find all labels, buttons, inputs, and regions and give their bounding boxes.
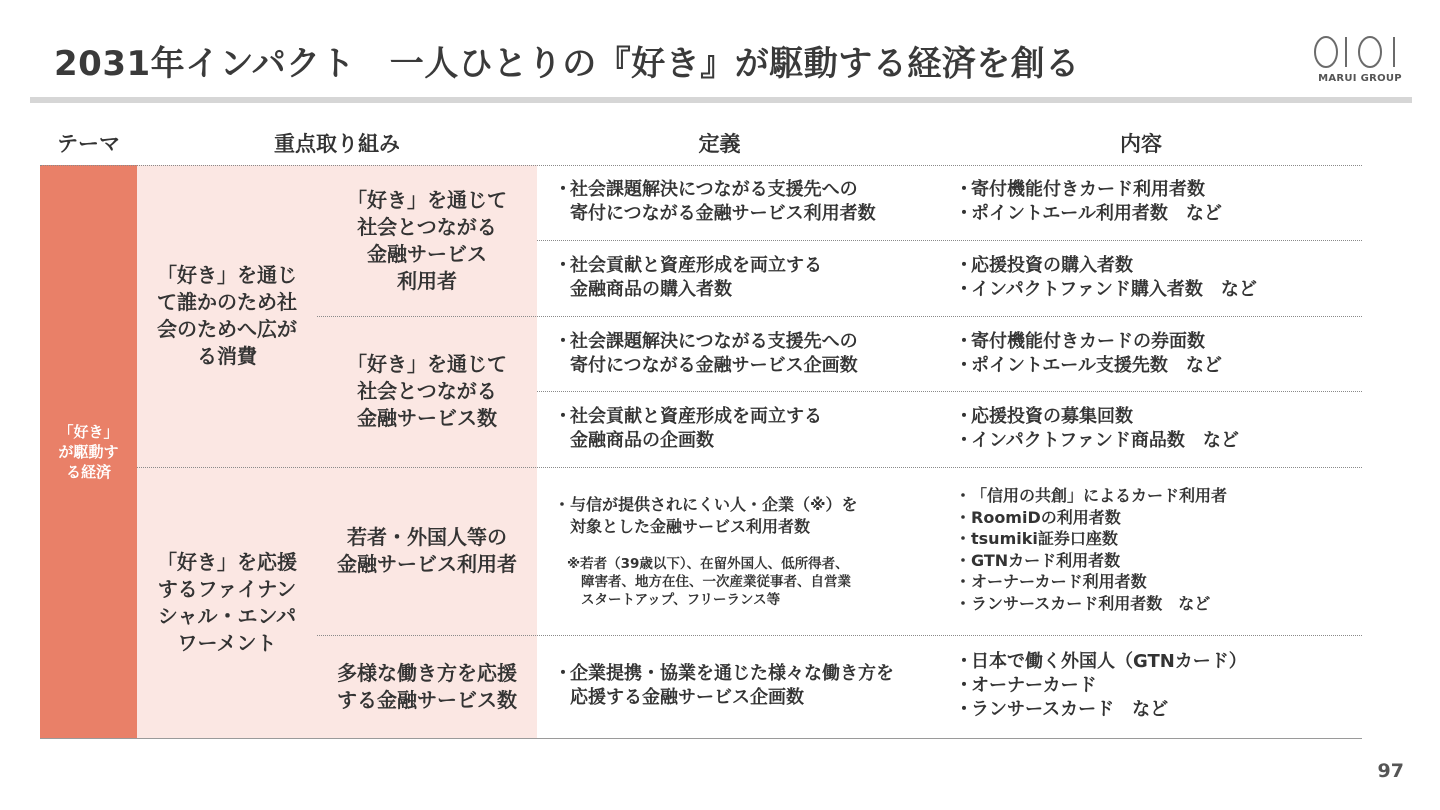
- content-row-6: [955, 650, 1247, 722]
- content-text: ランサースカード など: [971, 699, 1169, 720]
- definition-row-3: [554, 330, 858, 378]
- definition-note: [567, 555, 851, 609]
- bullet: ・: [554, 663, 572, 684]
- title-divider: [30, 97, 1412, 103]
- bullet: ・: [955, 430, 973, 451]
- content-text: ランサースカード利用者数 など: [971, 593, 1211, 613]
- definition-row-4: [554, 405, 822, 453]
- definition-row-6: [554, 662, 894, 710]
- sub-item-4: [317, 635, 537, 738]
- bullet: ・: [554, 495, 571, 514]
- bullet: ・: [554, 406, 572, 427]
- header-content: 内容: [1120, 132, 1162, 156]
- focus-group-line: ワーメント: [177, 630, 277, 655]
- focus-group-line: 会のためへ広が: [157, 317, 297, 341]
- theme-line: が駆動す: [58, 442, 119, 461]
- sub-item-line: 利用者: [397, 268, 457, 293]
- row-divider: [537, 391, 1362, 392]
- content-text: インパクトファンド商品数 など: [971, 430, 1239, 451]
- header-definition: 定義: [698, 132, 741, 156]
- theme-line: る経済: [65, 462, 111, 481]
- sub-item-3: [317, 467, 537, 635]
- bullet: ・: [955, 699, 973, 720]
- note-line: 障害者、地方在住、一次産業従事者、自営業: [581, 574, 851, 590]
- content-text: 応援投資の募集回数: [971, 406, 1133, 427]
- focus-group-line: る消費: [197, 344, 257, 368]
- bullet: ・: [955, 279, 973, 300]
- definition-text: 金融商品の購入者数: [570, 279, 732, 300]
- theme-cell: [40, 165, 137, 738]
- definition-text: 社会課題解決につながる支援先への: [570, 179, 858, 200]
- sub-item-line: 金融サービス: [367, 241, 487, 266]
- content-text: オーナーカード: [971, 675, 1097, 696]
- bullet: ・: [955, 355, 973, 376]
- definition-text: 寄付につながる金融サービス利用者数: [570, 203, 876, 224]
- bullet: ・: [955, 572, 972, 591]
- header-theme: テーマ: [57, 132, 120, 156]
- logo-text: MARUI GROUP: [1318, 73, 1402, 84]
- bullet: ・: [955, 529, 972, 548]
- bullet: ・: [955, 550, 972, 570]
- content-text: オーナーカード利用者数: [971, 572, 1147, 591]
- focus-group-2: [137, 467, 317, 738]
- content-row-2: [955, 254, 1257, 302]
- header-divider: [40, 165, 1362, 166]
- focus-group-line: 「好き」を通じ: [157, 263, 297, 287]
- bullet: ・: [955, 486, 972, 505]
- sub-item-line: する金融サービス数: [337, 687, 517, 712]
- content-text: 寄付機能付きカードの券面数: [971, 331, 1205, 352]
- sub-item-line: 社会とつながる: [357, 379, 497, 403]
- theme-line: 「好き」: [58, 422, 119, 441]
- bullet: ・: [955, 203, 973, 224]
- bullet: ・: [955, 507, 972, 527]
- content-row-1: [955, 178, 1222, 226]
- bullet: ・: [955, 406, 973, 427]
- sub-item-line: 「好き」を通じて: [347, 352, 507, 376]
- content-text: ポイントエール利用者数 など: [971, 203, 1222, 224]
- bullet: ・: [955, 593, 972, 613]
- bullet: ・: [554, 255, 572, 276]
- definition-text: 寄付につながる金融サービス企画数: [570, 355, 858, 376]
- sub-item-line: 金融サービス利用者: [337, 552, 517, 576]
- content-text: 寄付機能付きカード利用者数: [971, 179, 1205, 200]
- bullet: ・: [955, 179, 973, 200]
- row-divider: [317, 316, 1362, 317]
- group-divider: [137, 467, 1362, 468]
- bullet: ・: [955, 255, 973, 276]
- definition-row-2: [554, 254, 822, 302]
- row-divider: [537, 240, 1362, 241]
- sub-item-2: [317, 316, 537, 467]
- row-divider: [317, 635, 1362, 636]
- bullet: ・: [554, 179, 572, 200]
- content-row-3: [955, 330, 1222, 378]
- definition-text: 企業提携・協業を通じた様々な働き方を: [570, 663, 894, 684]
- sub-item-line: 若者・外国人等の: [347, 525, 507, 549]
- table-bottom-rule: [40, 738, 1362, 739]
- sub-item-1: [317, 165, 537, 316]
- definition-row-5: [554, 494, 858, 537]
- content-text: RoomiDの利用者数: [971, 507, 1121, 527]
- content-text: tsumiki証券口座数: [971, 529, 1118, 548]
- definition-text: 与信が提供されにくい人・企業（※）を: [570, 495, 858, 514]
- content-text: 応援投資の購入者数: [971, 255, 1133, 276]
- header-focus: 重点取り組み: [274, 132, 400, 156]
- page-number: 97: [1377, 760, 1404, 782]
- note-line: ※若者（39歳以下）、在留外国人、低所得者、: [567, 556, 849, 572]
- content-row-4: [955, 405, 1239, 453]
- focus-group-line: シャル・エンパ: [157, 603, 297, 628]
- content-text: GTNカード利用者数: [971, 550, 1121, 570]
- definition-text: 社会貢献と資産形成を両立する: [570, 255, 822, 276]
- sub-item-line: 社会とつながる: [357, 214, 497, 239]
- sub-item-line: 金融サービス数: [357, 406, 497, 430]
- definition-text: 社会課題解決につながる支援先への: [570, 331, 858, 352]
- sub-item-line: 多様な働き方を応援: [337, 660, 517, 685]
- definition-text: 応援する金融サービス企画数: [570, 687, 804, 708]
- focus-group-1: [137, 165, 317, 467]
- note-line: スタートアップ、フリーランス等: [581, 592, 781, 608]
- bullet: ・: [554, 331, 572, 352]
- bullet: ・: [955, 675, 973, 696]
- definition-text: 金融商品の企画数: [570, 430, 714, 451]
- definition-text: 社会貢献と資産形成を両立する: [570, 406, 822, 427]
- definition-text: 対象とした金融サービス利用者数: [570, 516, 811, 536]
- content-text: ポイントエール支援先数 など: [971, 355, 1222, 376]
- focus-group-line: て誰かのため社: [157, 290, 297, 314]
- sub-item-line: 「好き」を通じて: [347, 187, 507, 212]
- bullet: ・: [955, 651, 973, 672]
- focus-group-line: するファイナン: [157, 576, 297, 601]
- content-row-5: [955, 485, 1227, 614]
- content-text: 日本で働く外国人（GTNカード）: [971, 651, 1247, 672]
- content-text: 「信用の共創」によるカード利用者: [971, 486, 1228, 505]
- definition-row-1: [554, 178, 876, 226]
- bullet: ・: [955, 331, 973, 352]
- content-text: インパクトファンド購入者数 など: [971, 279, 1257, 300]
- focus-group-line: 「好き」を応援: [157, 549, 297, 574]
- page-title: 2031年インパクト 一人ひとりの『好き』が駆動する経済を創る: [54, 44, 1080, 84]
